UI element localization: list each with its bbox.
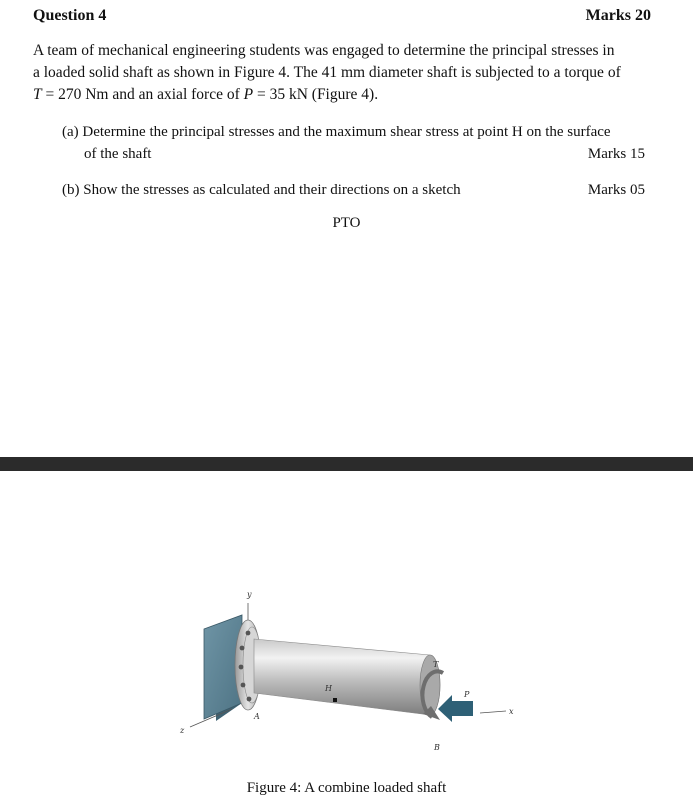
z-axis-label: z — [180, 726, 185, 735]
bolt-icon — [246, 631, 251, 636]
force-value-text: = 35 kN (Figure 4). — [253, 86, 379, 103]
part-a-line-1: (a) Determine the principal stresses and the maximum shear stress at point H on the surface — [62, 124, 611, 140]
x-axis-label: x — [509, 707, 514, 716]
shaft-body — [254, 639, 440, 715]
body-line-3 — [33, 84, 663, 106]
end-b-label: B — [434, 743, 440, 752]
force-symbol: P — [243, 86, 254, 103]
point-a-label: A — [254, 712, 260, 721]
x-axis — [480, 711, 506, 713]
axial-force-arrow — [438, 695, 473, 722]
shaft-figure — [168, 585, 528, 770]
point-h-label: H — [325, 684, 332, 693]
point-h-marker — [333, 698, 337, 702]
bolt-icon — [241, 683, 246, 688]
force-label: P — [464, 690, 470, 699]
part-a-marks: Marks 15 — [587, 146, 645, 162]
page-break-bar — [0, 457, 693, 471]
bolt-icon — [240, 646, 245, 651]
body-line-2: a loaded solid shaft as shown in Figure 4. The 41 mm diameter shaft is subjected to a torque of — [33, 64, 621, 81]
figure-caption: Figure 4: A combine loaded shaft — [246, 780, 447, 796]
question-title: Question 4 — [33, 7, 107, 24]
bolt-icon — [239, 665, 244, 670]
y-axis-label: y — [247, 590, 252, 599]
torque-value-text: = 270 Nm and an axial force of — [41, 86, 244, 103]
part-b-line: (b) Show the stresses as calculated and their directions on a sketch — [62, 182, 461, 198]
question-body — [33, 40, 663, 106]
part-b-marks: Marks 05 — [587, 182, 645, 198]
torque-symbol: T — [33, 86, 42, 103]
body-line-1: A team of mechanical engineering students was engaged to determine the principal stresses in — [33, 42, 615, 59]
torque-label: T — [433, 660, 439, 669]
question-marks: Marks 20 — [585, 7, 651, 24]
part-a-line-2: of the shaft — [84, 146, 152, 162]
pto-text: PTO — [332, 215, 361, 231]
bolt-icon — [247, 697, 252, 702]
